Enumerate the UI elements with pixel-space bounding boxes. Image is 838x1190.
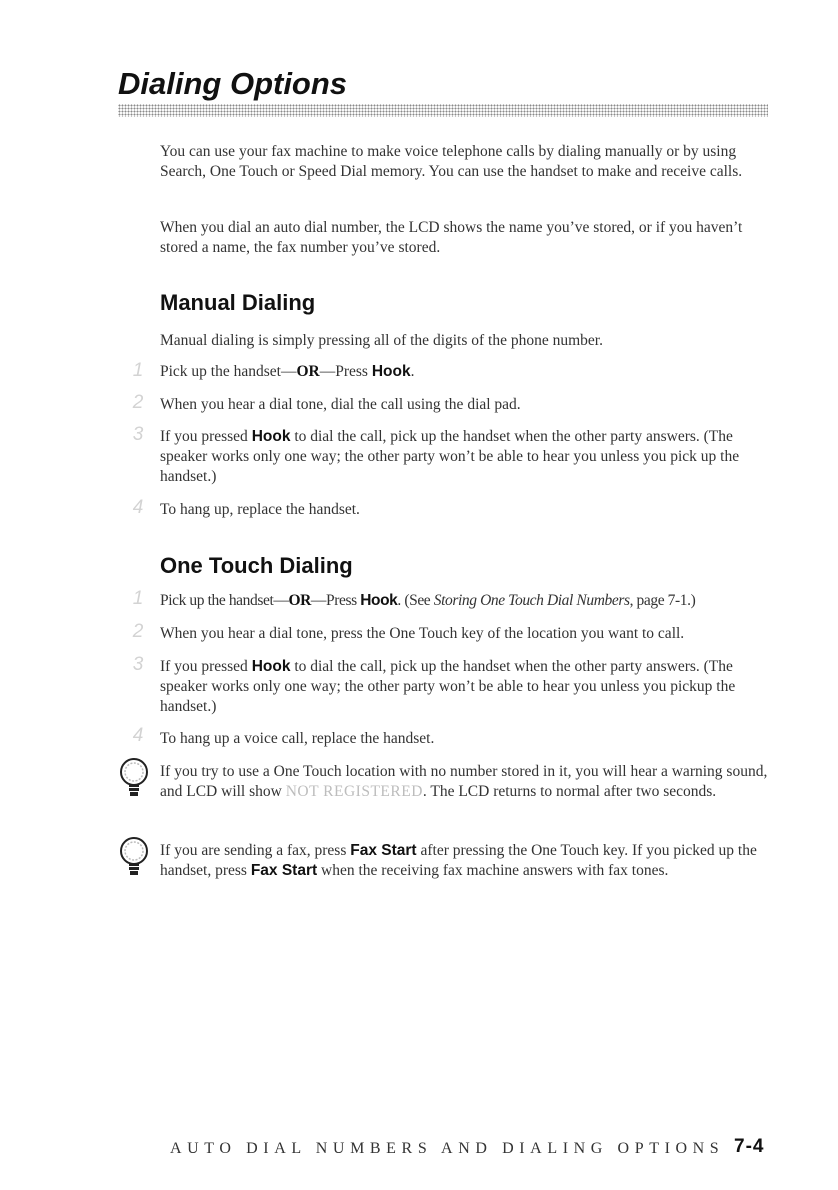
hook-key-label: Hook bbox=[251, 428, 291, 445]
note-lightbulb-icon bbox=[117, 836, 151, 878]
manual-step-2: When you hear a dial tone, dial the call using the dial pad. bbox=[160, 396, 521, 413]
manual-dialing-intro: Manual dialing is simply pressing all of the digits of the phone number. bbox=[160, 332, 603, 349]
intro-paragraph-1: You can use your fax machine to make voice telephone calls by dialing manually or by using Search, One Touch or Speed Dial memory. You can use the handset to make and receive calls. bbox=[160, 143, 743, 180]
lcd-message: NOT REGISTERED bbox=[285, 783, 423, 800]
cross-reference-title: Storing One Touch Dial Numbers bbox=[433, 592, 630, 609]
step-number: 1 bbox=[132, 360, 144, 381]
title-underline-rule bbox=[118, 104, 768, 117]
step-number: 1 bbox=[132, 588, 144, 609]
fax-start-key-label: Fax Start bbox=[350, 842, 417, 859]
step-number: 2 bbox=[132, 392, 144, 413]
step-number: 4 bbox=[132, 725, 144, 746]
footer-section-title: AUTO DIAL NUMBERS AND DIALING OPTIONS bbox=[170, 1140, 725, 1157]
step-number: 4 bbox=[132, 497, 144, 518]
page-title: Dialing Options bbox=[118, 66, 348, 101]
note-fax-start: If you are sending a fax, press Fax Start after pressing the One Touch key. If you picked up the handset, press Fax Start when the receiving fax machine answers with fax tones. bbox=[160, 842, 757, 879]
onetouch-step-2: When you hear a dial tone, press the One Touch key of the location you want to call. bbox=[160, 625, 685, 642]
step-number: 2 bbox=[132, 621, 144, 642]
onetouch-step-3: If you pressed Hook to dial the call, pick up the handset when the other party answers. (The speaker works only one way; the other party won’t be able to hear you unless you pickup the handset.) bbox=[160, 658, 736, 715]
section-heading-one-touch-dialing: One Touch Dialing bbox=[160, 553, 353, 578]
fax-start-key-label: Fax Start bbox=[250, 862, 318, 879]
hook-key-label: Hook bbox=[371, 363, 411, 380]
intro-paragraph-2: When you dial an auto dial number, the LCD shows the name you’ve stored, or if you haven’t stored a name, the fax number you’ve stored. bbox=[160, 219, 743, 256]
note-lightbulb-icon bbox=[117, 757, 151, 799]
manual-step-1: Pick up the handset—OR—Press Hook. bbox=[160, 363, 415, 380]
page-number: 7-4 bbox=[734, 1136, 765, 1157]
step-number: 3 bbox=[132, 424, 144, 445]
hook-key-label: Hook bbox=[251, 658, 291, 675]
onetouch-step-4: To hang up a voice call, replace the handset. bbox=[160, 730, 435, 747]
manual-step-4: To hang up, replace the handset. bbox=[160, 501, 360, 518]
section-heading-manual-dialing: Manual Dialing bbox=[160, 290, 316, 315]
manual-step-3: If you pressed Hook to dial the call, pick up the handset when the other party answers. (The speaker works only one way; the other party won’t be able to hear you unless you pick up the handset.) bbox=[160, 428, 740, 485]
note-not-registered: If you try to use a One Touch location with no number stored in it, you will hear a warning sound, and LCD will show NOT REGISTERED. The LCD returns to normal after two seconds. bbox=[160, 763, 768, 800]
step-number: 3 bbox=[132, 654, 144, 675]
onetouch-step-1: Pick up the handset—OR—Press Hook. (See Storing One Touch Dial Numbers, page 7-1.) bbox=[160, 592, 696, 609]
hook-key-label: Hook bbox=[360, 592, 398, 609]
